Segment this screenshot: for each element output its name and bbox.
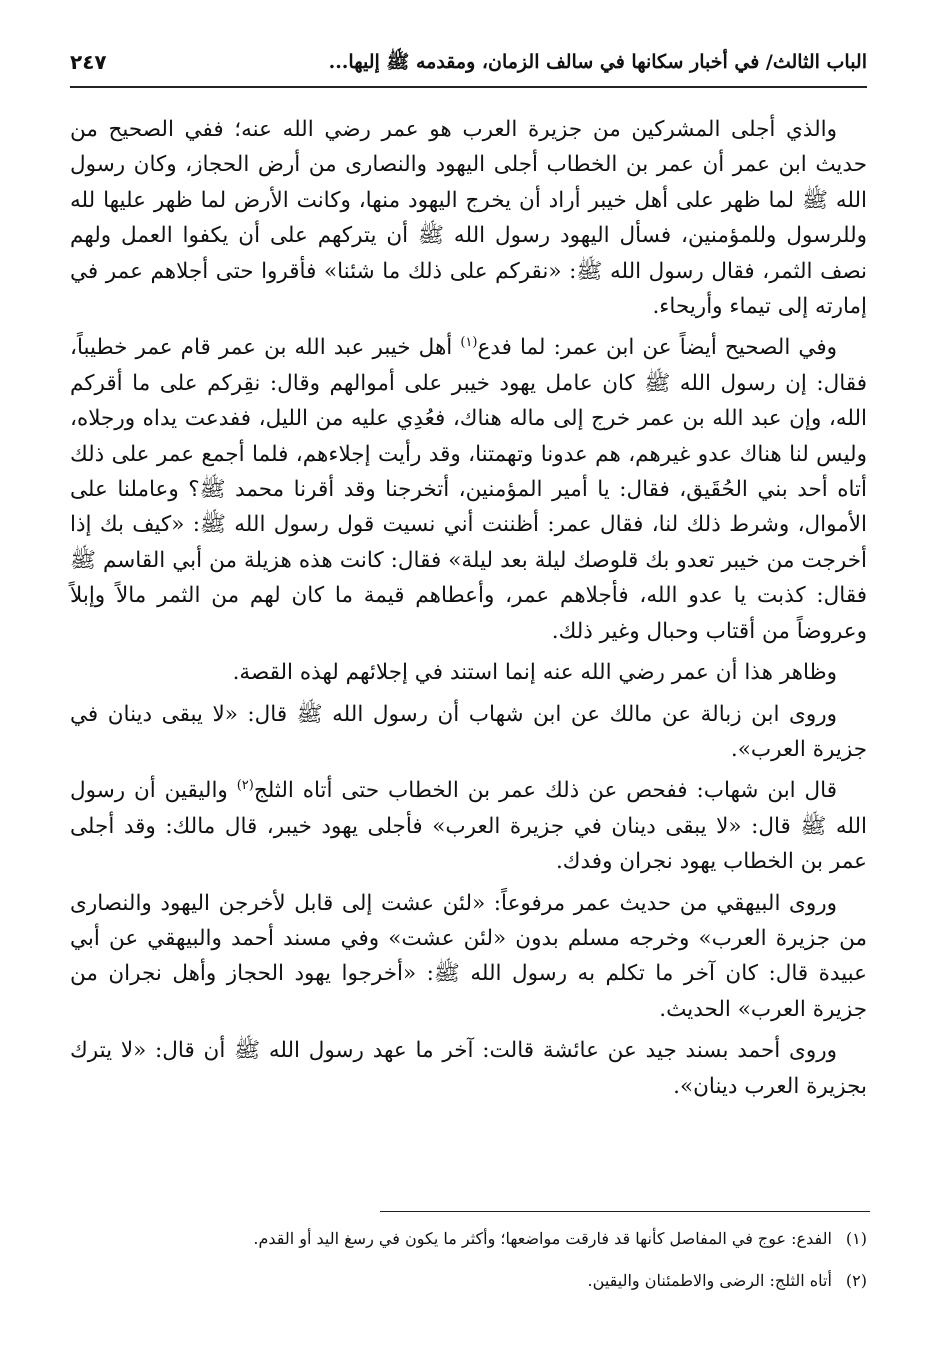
paragraph-text: واليقين أن رسول الله ﷺ قال: «لا يبقى دينان في جزيرة العرب» فأجلى يهود خيبر، قال مالك: وقد أجلى عمر بن الخطاب يهود نجران وفدك. [70,778,867,875]
paragraph: وروى البيهقي من حديث عمر مرفوعاً: «لئن عشت إلى قابل لأخرجن اليهود والنصارى من جزيرة العرب» وخرجه مسلم بدون «لئن عشت» وفي مسند أحمد والبيهقي عن أبي عبيدة قال: كان آخر ما تكلم به رسول الله ﷺ: «أخرجوا يهود الحجاز وأهل نجران من جزيرة العرب» الحديث. [70,890,868,1022]
paragraph-text: أهل خيبر عبد الله بن عمر قام عمر خطيباً، فقال: إن رسول الله ﷺ كان عامل يهود خيبر على أموالهم وقال: نقِركم على ما أقركم الله، وإن عبد الله بن عمر خرج إلى ماله هناك، فعُدِي عليه من الليل، ففدعت يداه ورجلاه، وليس لنا هناك عدو غيرهم، هم عدونا وتهمتنا، وقد رأيت إجلاءهم، فلما أجمع عمر على ذلك أتاه أحد بني الحُقَيق، فقال: يا أمير المؤمنين، أتخرجنا وقد أقرنا محمد ﷺ؟ وعاملنا على الأموال، وشرط ذلك لنا، فقال عمر: أظننت أني نسيت قول رسول الله ﷺ: «كيف بك إذا أخرجت من خيبر تعدو بك قلوصك ليلة بعد ليلة» فقال: كانت هذه هزيلة من أبي القاسم ﷺ فقال: كذبت يا عدو الله، فأجلاهم عمر، وأعطاهم قيمة ما كان لهم من الثمر مالاً وإبلاً وعروضاً من أقتاب وحبال وغير ذلك. [70,335,867,644]
paragraph: والذي أجلى المشركين من جزيرة العرب هو عمر رضي الله عنه؛ ففي الصحيح من حديث ابن عمر أن عمر بن الخطاب أجلى اليهود والنصارى من أرض الحجاز، وكان رسول الله ﷺ لما ظهر على أهل خيبر أراد أن يخرج اليهود منها، وكانت الأرض لما ظهر عليها لله وللرسول وللمؤمنين، فسأل اليهود رسول الله ﷺ أن يتركهم على أن يكفوا العمل ولهم نصف الثمر، فقال رسول الله ﷺ: «نقركم على ذلك ما شئنا» فأقروا حتى أجلاهم عمر في إمارته إلى تيماء وأريحاء. [70,117,867,320]
paragraph [70,773,867,879]
footnote-number: (١) [845,1229,867,1248]
running-header [70,46,867,88]
paragraph: وروى أحمد بسند جيد عن عائشة قالت: آخر ما عهد رسول الله ﷺ أن قال: «لا يترك بجزيرة العرب دينان». [70,1038,867,1099]
footnote [70,1267,867,1295]
footnotes [70,1225,867,1309]
page-number: ٢٤٧ [70,50,107,74]
footnote-marker: (١) [460,335,478,351]
paragraph-text: وفي الصحيح أيضاً عن ابن عمر: لما فدع [477,335,837,361]
footnote-separator [380,1211,870,1212]
chapter-title: الباب الثالث/ في أخبار سكانها في سالف الزمان، ومقدمه ﷺ إليها... [328,51,867,73]
paragraph: وروى ابن زبالة عن مالك عن ابن شهاب أن رسول الله ﷺ قال: «لا يبقى دينان في جزيرة العرب». [70,701,867,762]
footnote-text: أتاه الثلج: الرضى والاطمئنان واليقين. [587,1271,832,1290]
footnote-text: الفدع: عوج في المفاصل كأنها قد فارقت مواضعها؛ وأكثر ما يكون في رسغ اليد أو القدم. [253,1229,832,1248]
paragraph: وظاهر هذا أن عمر رضي الله عنه إنما استند في إجلائهم لهذه القصة. [232,660,837,686]
paragraph-text: قال ابن شهاب: ففحص عن ذلك عمر بن الخطاب حتى أتاه الثلج [253,778,837,804]
paragraph [70,330,867,649]
footnote [70,1225,867,1253]
footnote-number: (٢) [845,1271,867,1290]
footnote-marker: (٢) [236,778,254,794]
main-text [70,112,867,1110]
